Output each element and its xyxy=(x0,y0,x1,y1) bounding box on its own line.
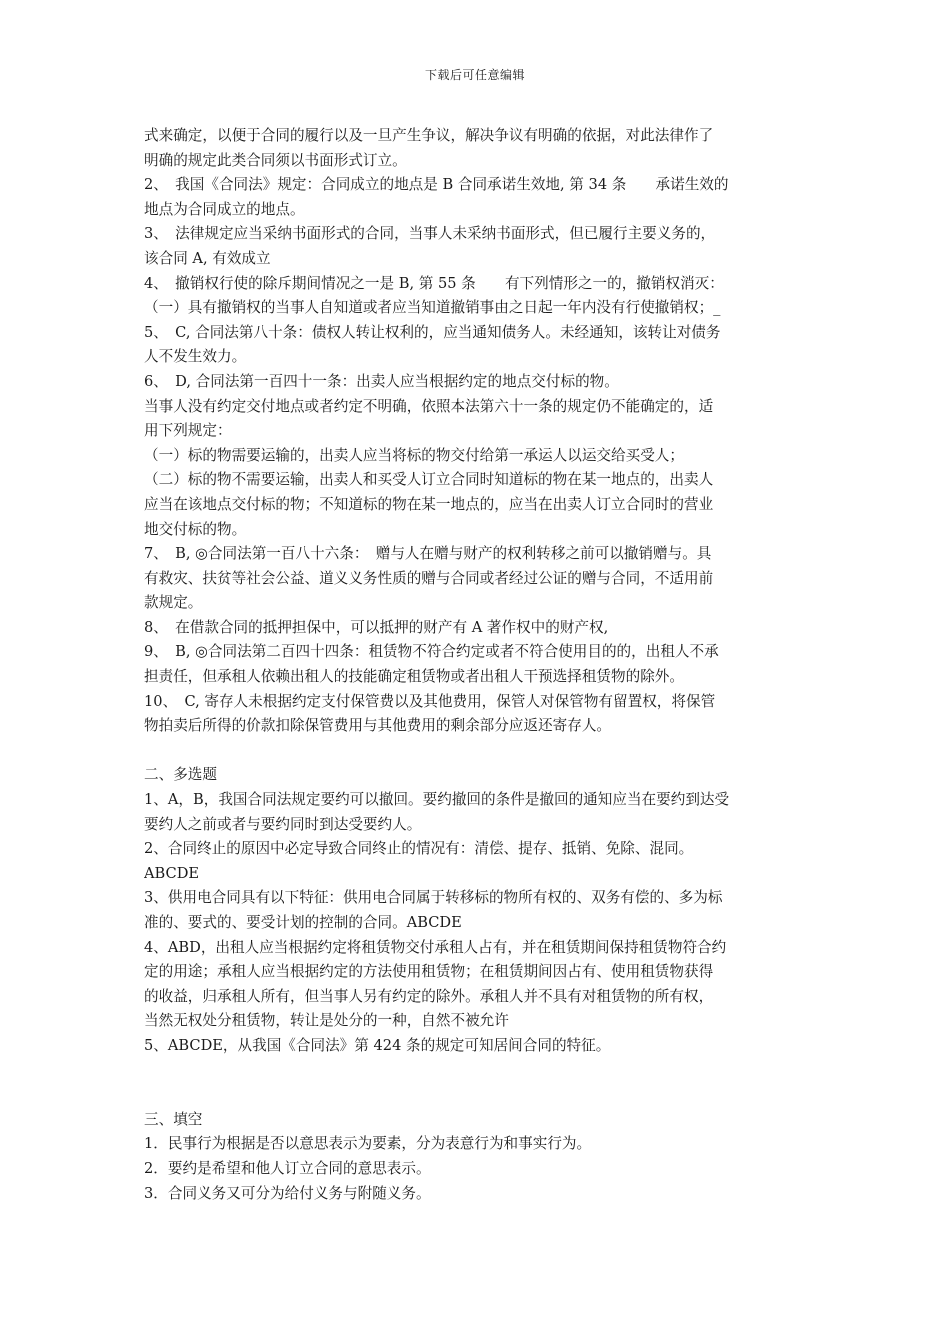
page-header: 下载后可任意编辑 xyxy=(424,68,525,82)
text-line: 2．要约是希望和他人订立合同的意思表示。 xyxy=(144,1159,431,1177)
text-line: 地点为合同成立的地点。 xyxy=(144,200,305,218)
text-line: 有救灾、扶贫等社会公益、道义义务性质的赠与合同或者经过公证的赠与合同，不适用前 xyxy=(144,569,714,587)
blank-line xyxy=(144,739,814,764)
text-line: 2、合同终止的原因中必定导致合同终止的情况有：清偿、提存、抵销、免除、混同。 xyxy=(144,840,694,858)
text-line: 5、 C, 合同法第八十条：债权人转让权利的，应当通知债务人。未经通知，该转让对债务 xyxy=(144,323,721,341)
text-line: 1．民事行为根据是否以意思表示为要素，分为表意行为和事实行为。 xyxy=(144,1135,592,1153)
blank-line xyxy=(144,1059,814,1084)
text-line: 式来确定，以便于合同的履行以及一旦产生争议，解决争议有明确的依据，对此法律作了 xyxy=(144,127,714,144)
text-line: 当然无权处分租赁物，转让是处分的一种，自然不被允许 xyxy=(144,1012,509,1030)
text-line: 4、 撤销权行使的除斥期间情况之一是 B, 第 55 条 有下列情形之一的，撤销权消灭： xyxy=(144,274,724,292)
text-line: 9、 B, ◎合同法第二百四十四条：租赁物不符合约定或者不符合使用目的的，出租人不承 xyxy=(144,643,719,661)
text-line: 2、 我国《合同法》规定：合同成立的地点是 B 合同承诺生效地, 第 34 条 承诺生效的 xyxy=(144,176,729,194)
text-line: （一）具有撤销权的当事人自知道或者应当知道撤销事由之日起一年内没有行使撤销权；_ xyxy=(144,299,721,317)
text-line: 8、 在借款合同的抵押担保中，可以抵押的财产有 A 著作权中的财产权, xyxy=(144,618,609,636)
text-line: 款规定。 xyxy=(144,594,203,612)
text-line: 用下列规定： xyxy=(144,422,232,440)
text-line: 7、 B, ◎合同法第一百八十六条： 赠与人在赠与财产的权利转移之前可以撤销赠与。具 xyxy=(144,545,712,563)
text-line: 4、ABD，出租人应当根据约定将租赁物交付承租人占有，并在租赁期间保持租赁物符合约 xyxy=(144,938,727,956)
text-line: 担责任，但承租人依赖出租人的技能确定租赁物或者出租人干预选择租赁物的除外。 xyxy=(144,668,684,686)
text-line: 3．合同义务又可分为给付义务与附随义务。 xyxy=(144,1184,431,1202)
text-line: 二、多选题 xyxy=(144,766,217,784)
text-line: 要约人之前或者与要约同时到达受要约人。 xyxy=(144,815,422,833)
text-line: 应当在该地点交付标的物；不知道标的物在某一地点的，应当在出卖人订立合同时的营业 xyxy=(144,495,714,513)
document-body xyxy=(144,124,814,1206)
text-line: 1、A，B，我国合同法规定要约可以撤回。要约撤回的条件是撤回的通知应当在要约到达受 xyxy=(144,791,730,809)
text-line: 该合同 A, 有效成立 xyxy=(144,249,271,267)
blank-line xyxy=(144,1083,814,1108)
text-line: 3、 法律规定应当采纳书面形式的合同，当事人未采纳书面形式，但已履行主要义务的， xyxy=(144,225,716,243)
text-line: 明确的规定此类合同须以书面形式订立。 xyxy=(144,151,407,169)
text-line: （一）标的物需要运输的，出卖人应当将标的物交付给第一承运人以运交给买受人； xyxy=(144,446,684,464)
text-line: 6、 D, 合同法第一百四十一条：出卖人应当根据约定的地点交付标的物。 xyxy=(144,372,619,390)
text-line: 物拍卖后所得的价款扣除保管费用与其他费用的剩余部分应返还寄存人。 xyxy=(144,717,612,735)
text-line: 当事人没有约定交付地点或者约定不明确，依照本法第六十一条的规定仍不能确定的，适 xyxy=(144,397,714,415)
text-line: 定的用途；承租人应当根据约定的方法使用租赁物；在租赁期间因占有、使用租赁物获得 xyxy=(144,963,714,981)
text-line: 10、 C, 寄存人未根据约定支付保管费以及其他费用，保管人对保管物有留置权，将保管 xyxy=(144,692,716,710)
text-line: 准的、要式的、要受计划的控制的合同。ABCDE xyxy=(144,914,462,931)
text-line: （二）标的物不需要运输，出卖人和买受人订立合同时知道标的物在某一地点的，出卖人 xyxy=(144,471,714,489)
text-line: ABCDE xyxy=(144,864,200,882)
text-line: 三、填空 xyxy=(144,1110,203,1128)
text-line: 的收益，归承租人所有，但当事人另有约定的除外。承租人并不具有对租赁物的所有权， xyxy=(144,987,714,1005)
text-line: 5、ABCDE，从我国《合同法》第 424 条的规定可知居间合同的特征。 xyxy=(144,1036,611,1054)
text-line: 人不发生效力。 xyxy=(144,348,247,366)
text-line: 3、供用电合同具有以下特征：供用电合同属于转移标的物所有权的、双务有偿的、多为标 xyxy=(144,889,723,907)
text-line: 地交付标的物。 xyxy=(144,520,247,538)
